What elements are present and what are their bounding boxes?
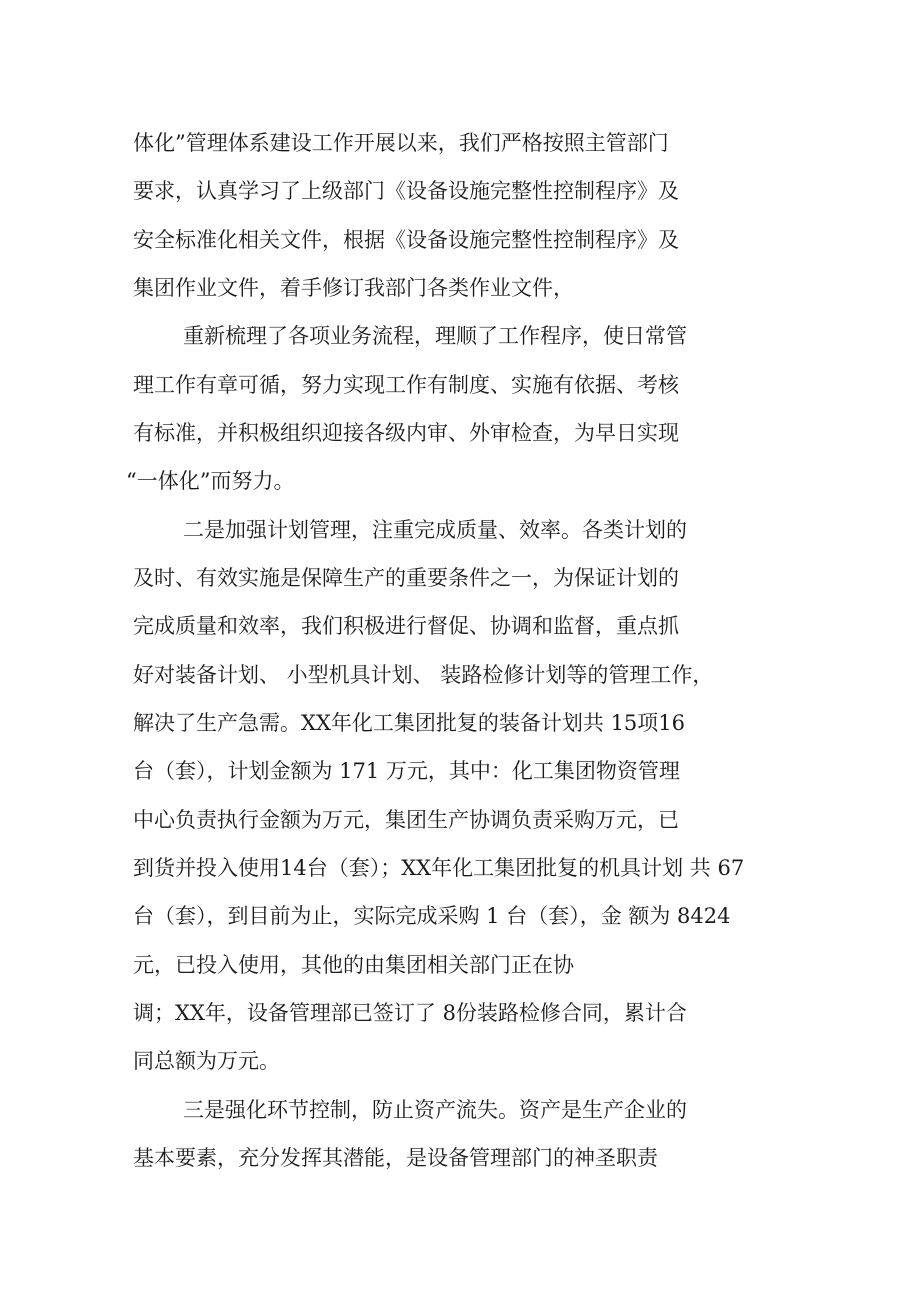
text-line: 理工作有章可循，努力实现工作有制度、实施有依据、考核 (133, 373, 679, 397)
text-line: 好对装备计划、 小型机具计划、 装路检修计划等的管理工作， (133, 663, 714, 687)
paragraph-start-line: 重新梳理了各项业务流程，理顺了工作程序，使日常管 (183, 324, 687, 348)
text-line: 安全标准化相关文件，根据《设备设施完整性控制程序》及 (133, 228, 679, 252)
text-line: 调；XX年，设备管理部已签订了 8份装路检修合同，累计合 (133, 1001, 687, 1025)
text-line: 有标准，并积极组织迎接各级内审、外审检查，为早日实现 (133, 421, 679, 445)
text-line: 要求，认真学习了上级部门《设备设施完整性控制程序》及 (133, 179, 679, 203)
text-line: 台（套），到目前为止，实际完成采购 1 台（套），金 额为 8424 (133, 904, 731, 928)
text-line: 中心负责执行金额为万元，集团生产协调负责采购万元，已 (133, 808, 679, 832)
text-line: 到货并投入使用14台（套）；XX年化工集团批复的机具计划 共 67 (133, 856, 745, 880)
text-line: 及时、有效实施是保障生产的重要条件之一，为保证计划的 (133, 566, 679, 590)
paragraph-start-line: 二是加强计划管理，注重完成质量、效率。各类计划的 (183, 518, 687, 542)
text-line: 元，已投入使用，其他的由集团相关部门正在协 (133, 953, 574, 977)
text-line: 集团作业文件，着手修订我部门各类作业文件， (133, 276, 574, 300)
text-line: 台（套），计划金额为 171 万元，其中：化工集团物资管理 (133, 759, 680, 783)
text-line: 基本要素，充分发挥其潜能，是设备管理部门的神圣职责 (133, 1146, 658, 1170)
text-line: “一体化”而努力。 (126, 469, 295, 493)
paragraph-start-line: 三是强化环节控制，防止资产流失。资产是生产企业的 (183, 1098, 687, 1122)
text-line: 解决了生产急需。XX年化工集团批复的装备计划共 15项16 (133, 711, 686, 735)
text-line: 完成质量和效率，我们积极进行督促、协调和监督，重点抓 (133, 614, 679, 638)
text-line: 体化”管理体系建设工作开展以来，我们严格按照主管部门 (133, 131, 669, 155)
text-line: 同总额为万元。 (133, 1049, 280, 1073)
